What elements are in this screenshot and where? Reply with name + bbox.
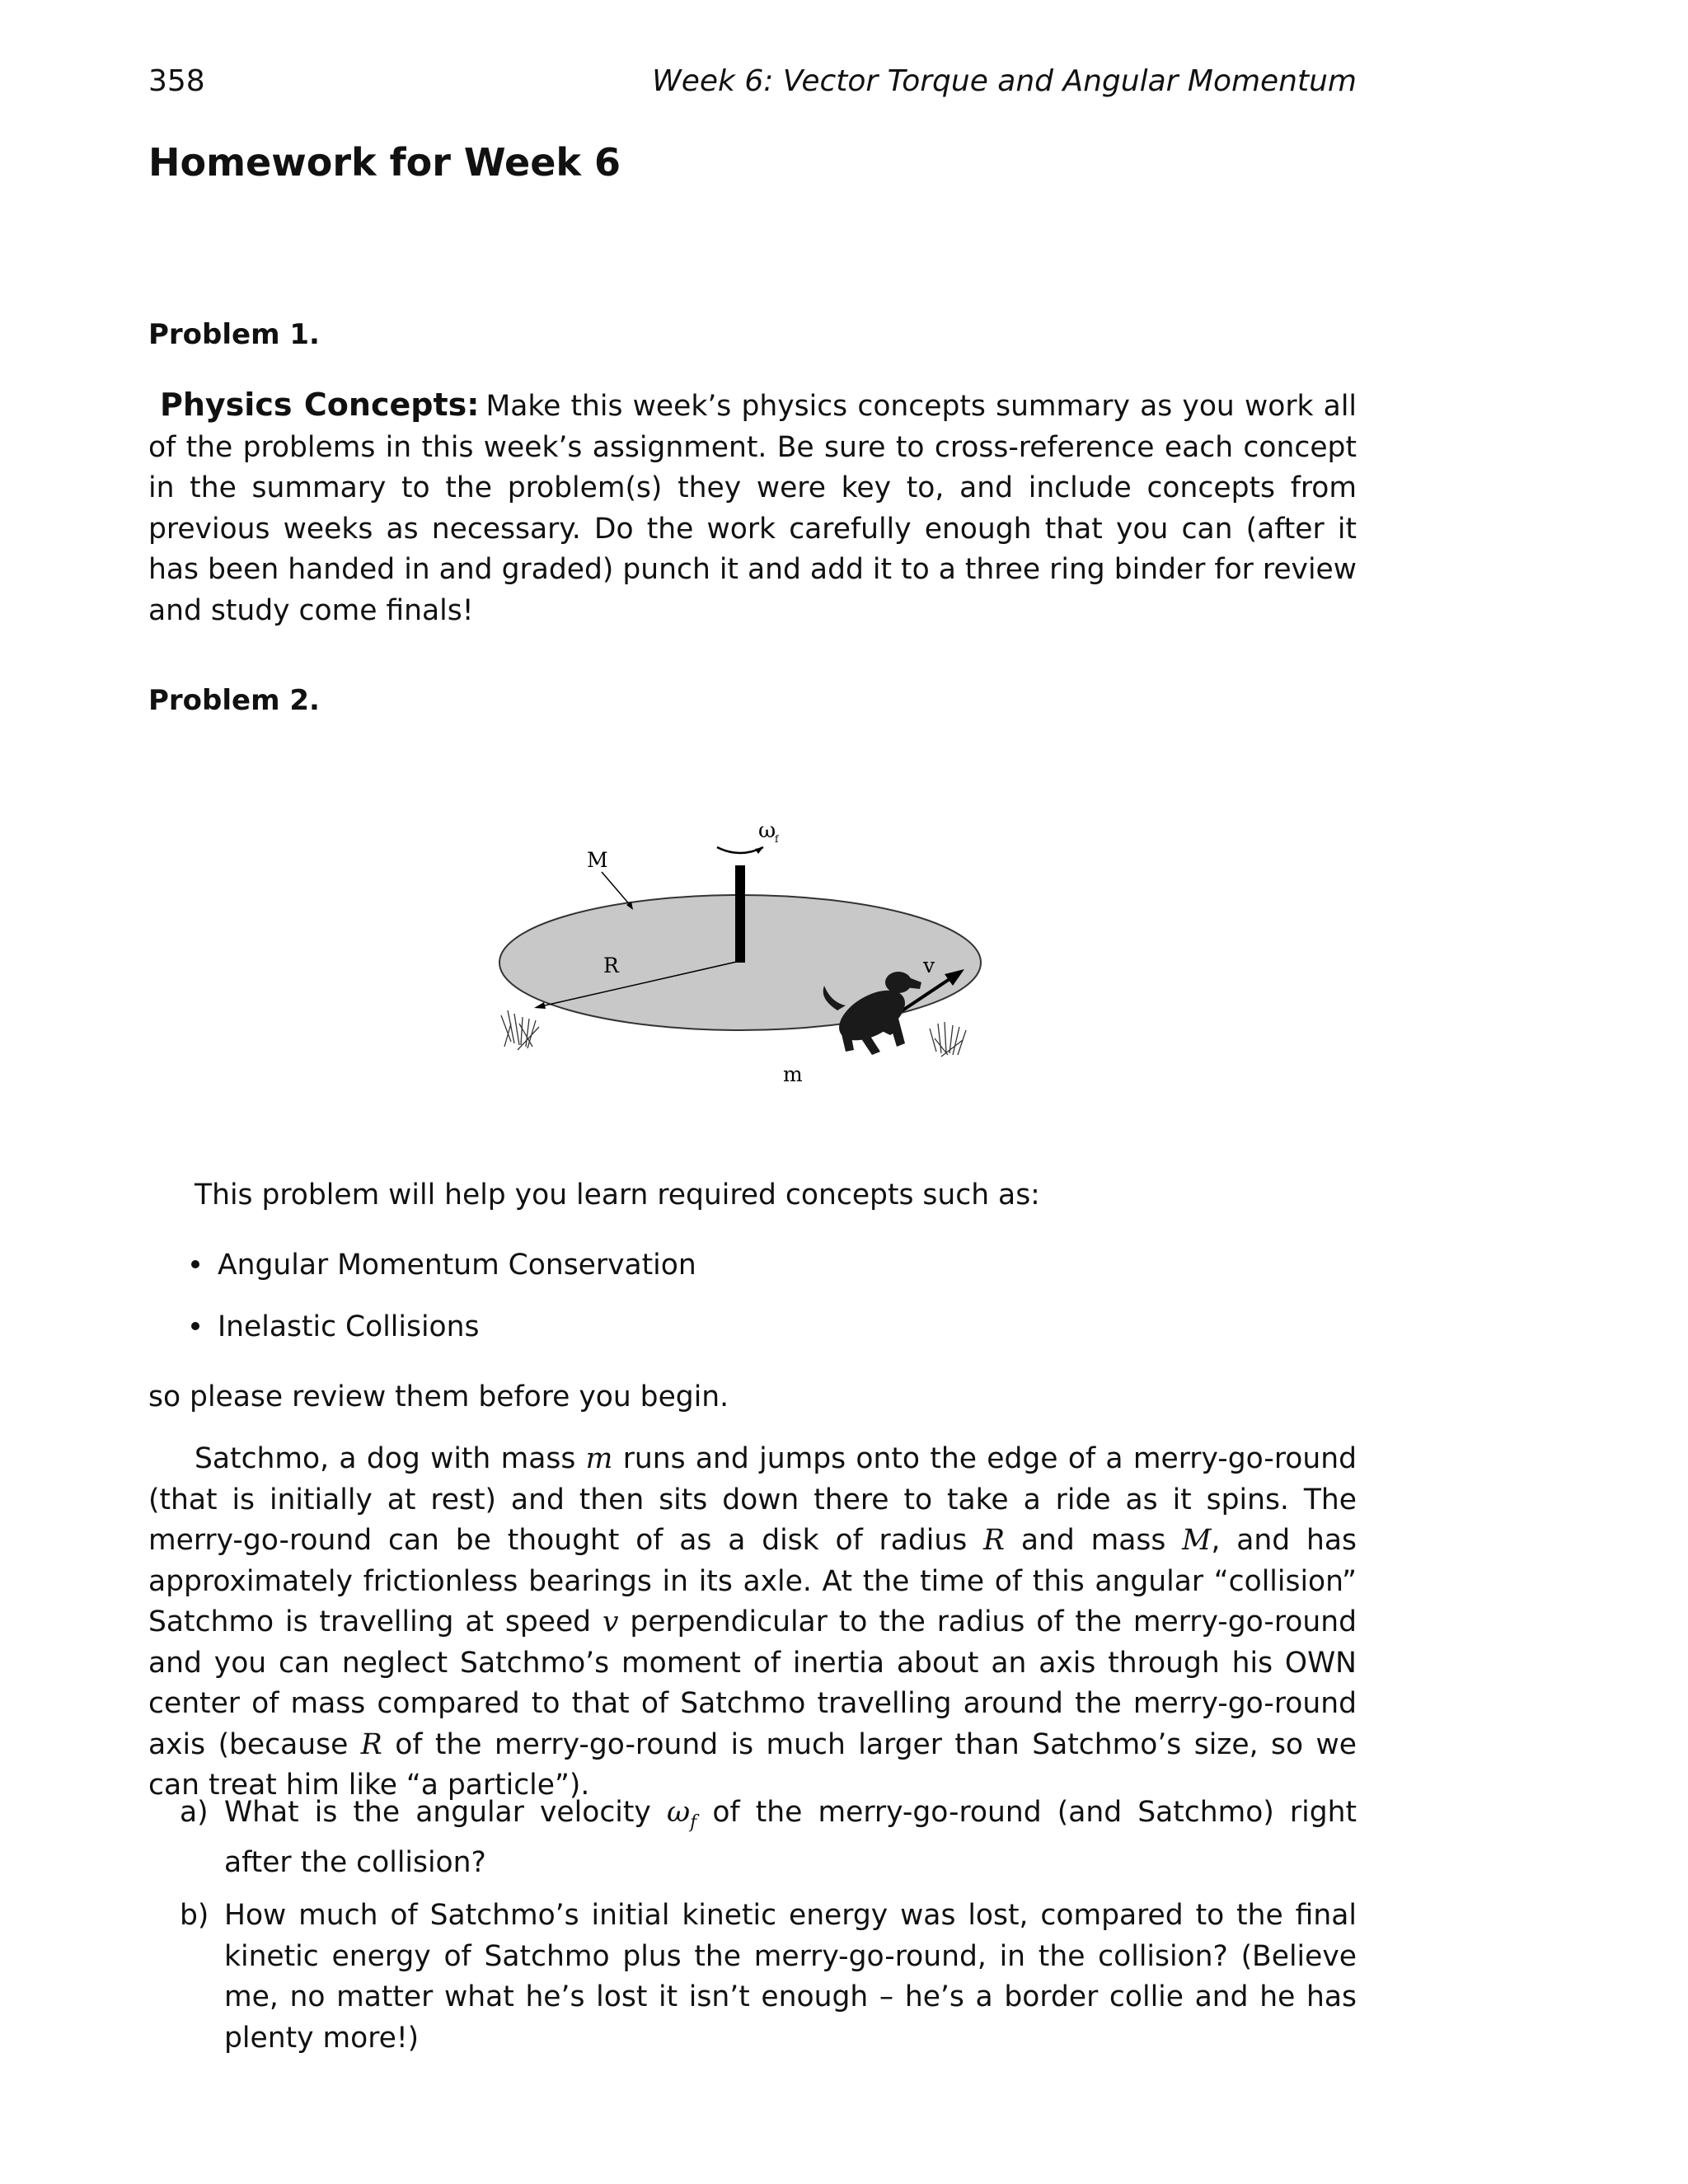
running-title: Week 6: Vector Torque and Angular Momentum <box>652 64 1357 98</box>
concepts-intro: This problem will help you learn required concepts such as: <box>195 1179 1040 1212</box>
problem-1-text <box>148 385 1357 631</box>
question-b: b) How much of Satchmo’s initial kinetic energy was lost, compared to the final kinetic energy of Satchmo plus the merry-go-round, in the collision? (Believe me, no matter what he’s lost it isn’t enough – he’s a border collie and he has plenty more!) <box>180 1896 1357 2059</box>
section-title: Homework for Week 6 <box>148 140 621 185</box>
review-note: so please review them before you begin. <box>148 1380 729 1413</box>
question-a: a) What is the angular velocity $\omega_f$ of the merry-go-round (and Satchmo) right after the collision? <box>180 1793 1357 1884</box>
omega-sub-label: f <box>775 833 779 845</box>
velocity-label-v: v <box>923 954 935 977</box>
merry-go-round-figure <box>486 808 1014 1088</box>
mass-label-M: M <box>587 848 608 872</box>
question-a-letter: a) <box>180 1796 209 1829</box>
problem-1-label: Problem 1. <box>148 318 320 351</box>
omega-label: ω <box>758 818 776 843</box>
mass-pointer <box>602 872 631 907</box>
problem-2-label: Problem 2. <box>148 684 320 717</box>
concept-item-1: Angular Momentum Conservation <box>191 1249 696 1282</box>
grass-left <box>501 1010 539 1050</box>
omega-arrowhead <box>755 847 763 854</box>
problem-2-body: Satchmo, a dog with mass m runs and jumps onto the edge of a merry-go-round (that is initially at rest) and then sits down there to take a ride as it spins. The merry-go-round can be thought of as a disk of radius R and mass M, and has approximately frictionless bearings in its axle. At the time of this angular “collision” Satchmo is travelling at speed v perpendicular to the radius of the merry-go-round and you can neglect Satchmo’s moment of inertia about an axis through his OWN center of mass compared to that of Satchmo travelling around the merry-go-round axis (because R of the merry-go-round is much larger than Satchmo’s size, so we can treat him like “a particle”). <box>148 1442 1357 1802</box>
problem-1-body: Make this week’s physics concepts summary as you work all of the problems in this week’s assignment. Be sure to cross-reference each concept in the summary to the problem(s) they were key to, and include concepts from previous weeks as necessary. Do the work carefully enough that you can (after it has been handed in and graded) punch it and add it to a three ring binder for review and study come finals! <box>148 390 1357 627</box>
concept-item-2: Inelastic Collisions <box>191 1310 479 1343</box>
dog-mass-label-m: m <box>783 1062 803 1086</box>
axle <box>735 865 745 963</box>
radius-arrowhead <box>534 1002 546 1009</box>
physics-concepts-lead: Physics Concepts: <box>160 387 480 423</box>
question-b-letter: b) <box>180 1899 209 1932</box>
grass-right <box>930 1022 966 1057</box>
radius-label-R: R <box>603 954 619 977</box>
page-number: 358 <box>148 64 205 98</box>
